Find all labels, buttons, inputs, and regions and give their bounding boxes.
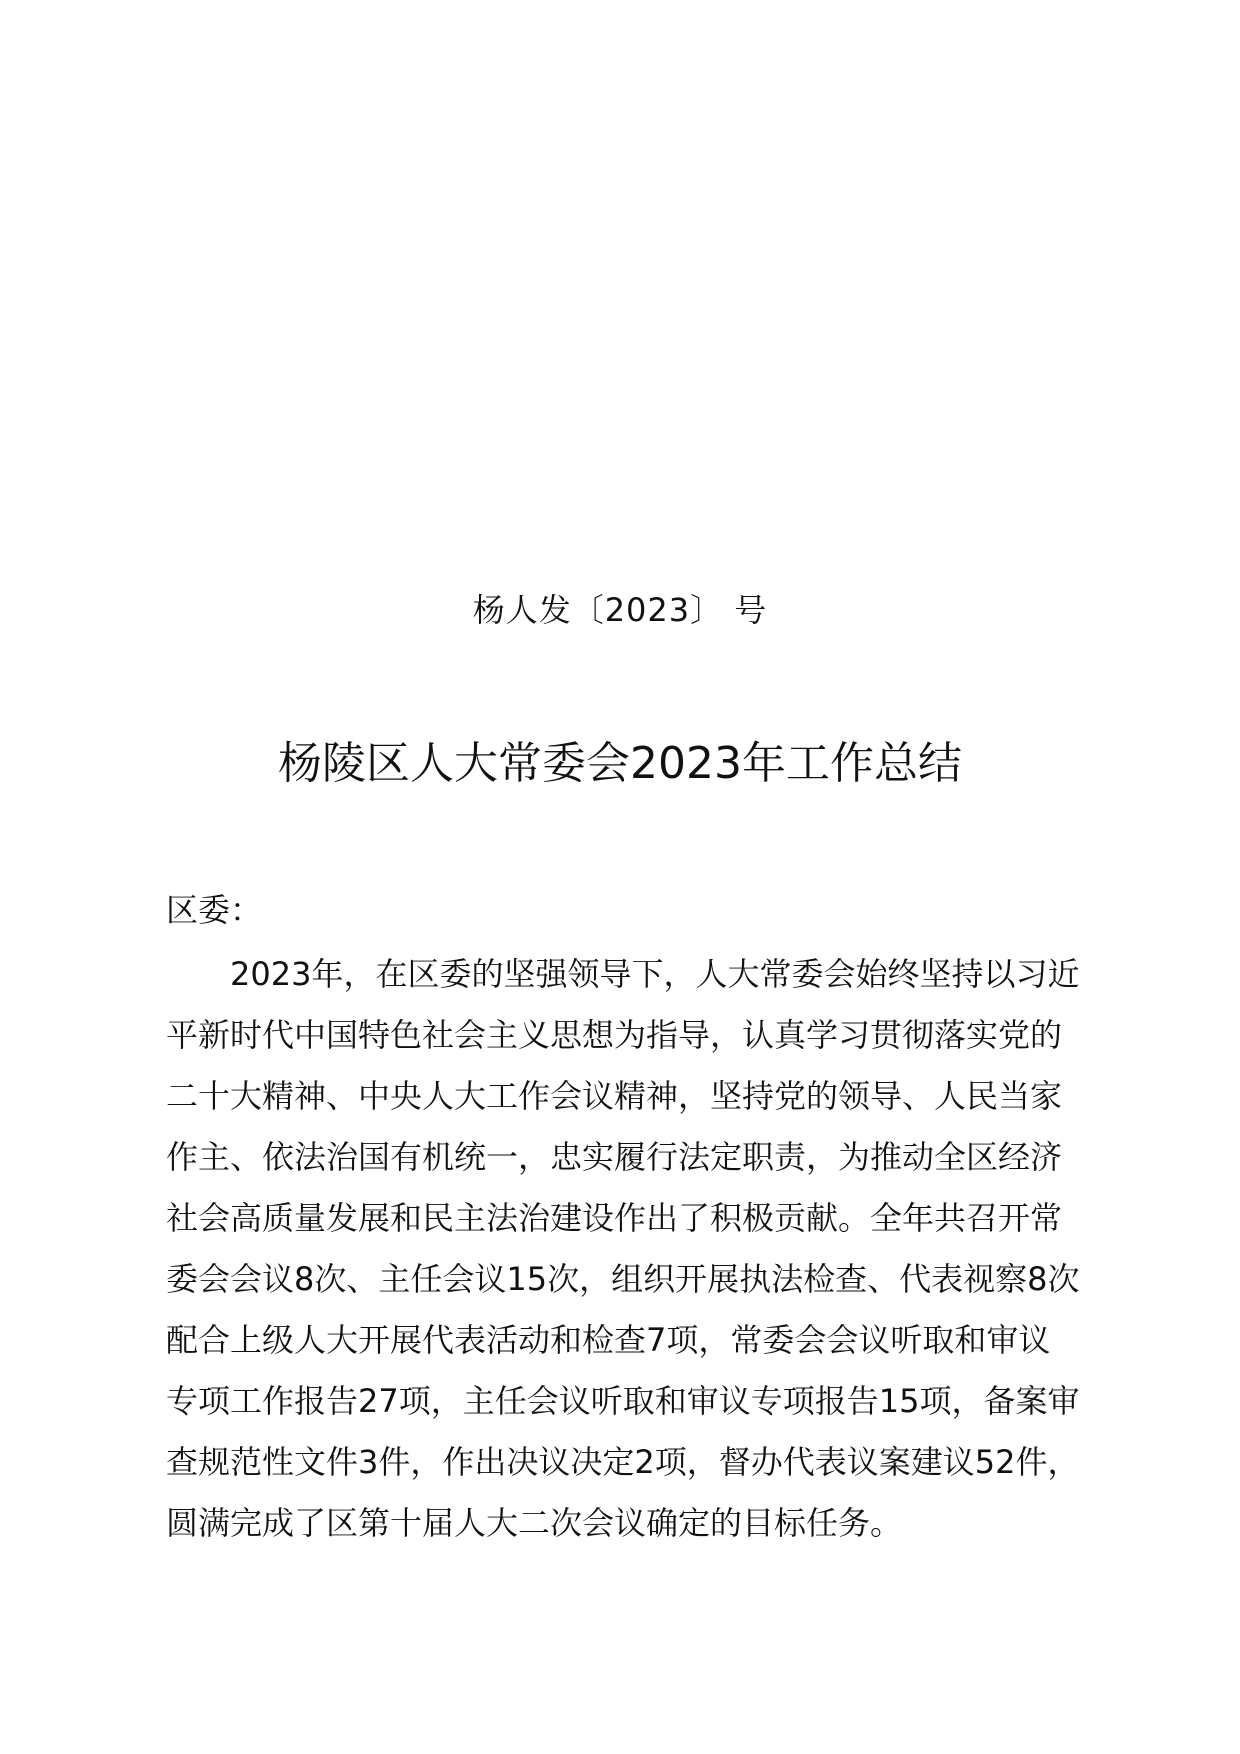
paragraph-line: 查规范性文件3件，作出决议决定2项，督办代表议案建议52件，	[166, 1443, 1080, 1481]
document-number: 杨人发〔2023〕 号	[472, 591, 768, 629]
paragraph-line: 平新时代中国特色社会主义思想为指导，认真学习贯彻落实党的	[166, 1016, 1063, 1054]
paragraph-line: 作主、依法治国有机统一，忠实履行法定职责，为推动全区经济	[166, 1138, 1063, 1176]
paragraph-line: 专项工作报告27项，主任会议听取和审议专项报告15项，备案审	[166, 1382, 1080, 1420]
salutation: 区委：	[166, 891, 263, 929]
paragraph-line: 二十大精神、中央人大工作会议精神，坚持党的领导、人民当家	[166, 1077, 1063, 1115]
paragraph-line: 圆满完成了区第十届人大二次会议确定的目标任务。	[166, 1504, 903, 1542]
paragraph-line: 2023年，在区委的坚强领导下，人大常委会始终坚持以习近	[230, 955, 1080, 993]
document-title: 杨陵区人大常委会2023年工作总结	[278, 738, 962, 789]
paragraph-line: 委会会议8次、主任会议15次，组织开展执法检查、代表视察8次	[166, 1260, 1080, 1298]
paragraph-line: 社会高质量发展和民主法治建设作出了积极贡献。全年共召开常	[166, 1199, 1063, 1237]
body-paragraph	[166, 944, 1128, 1554]
paragraph-line: 配合上级人大开展代表活动和检查7项，常委会会议听取和审议	[166, 1321, 1051, 1359]
